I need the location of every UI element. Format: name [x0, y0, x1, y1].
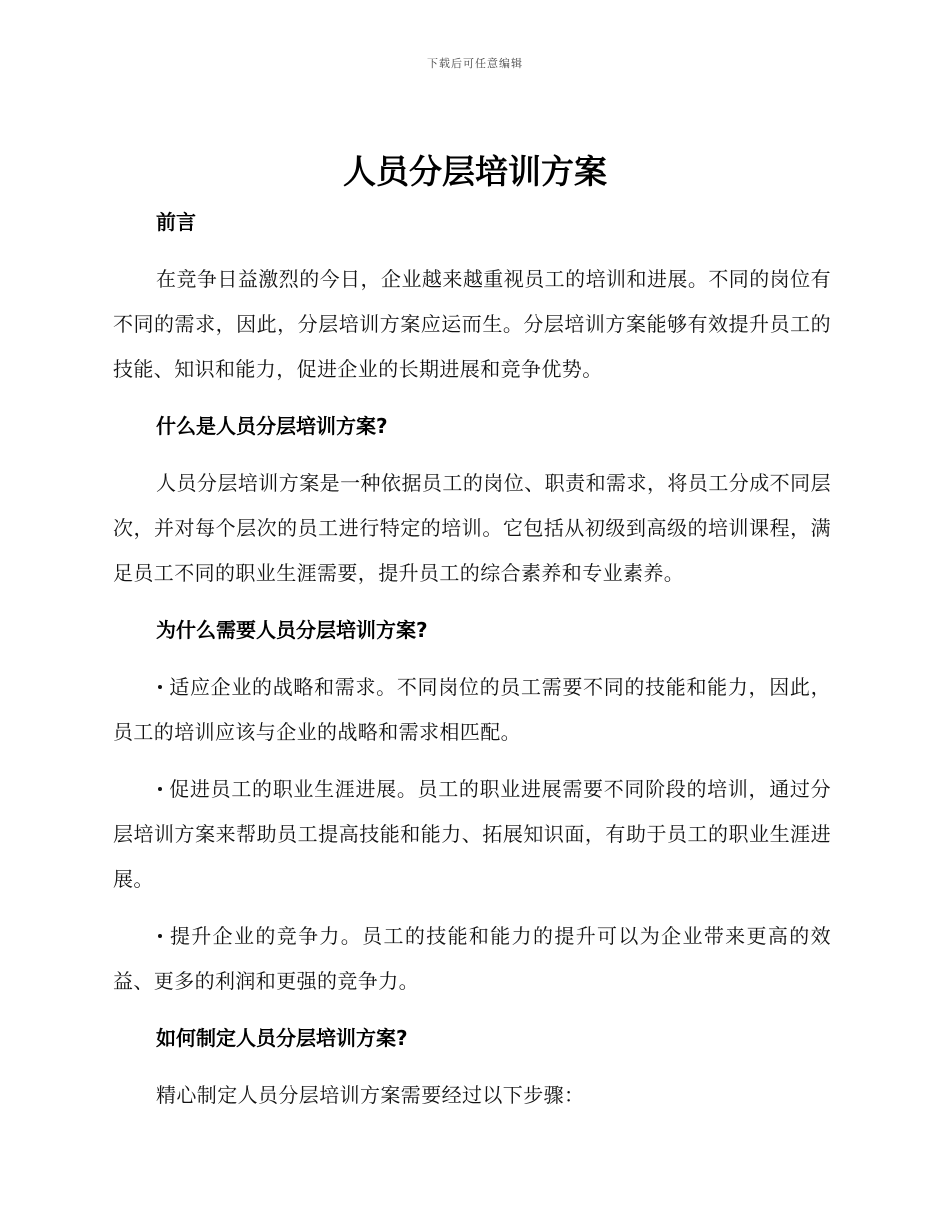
- bullet-icon: [158, 787, 162, 791]
- paragraph: 精心制定人员分层培训方案需要经过以下步骤：: [156, 1083, 585, 1107]
- bullet-paragraph: [113, 767, 831, 902]
- section-heading-how-to: 如何制定人员分层培训方案?: [156, 1026, 408, 1050]
- section-heading-preface: 前言: [156, 210, 196, 234]
- bullet-icon: [158, 934, 162, 938]
- section-heading-what-is: 什么是人员分层培训方案?: [156, 414, 388, 438]
- section-heading-why-needed: 为什么需要人员分层培训方案?: [156, 618, 428, 642]
- document-body: [113, 200, 831, 1130]
- bullet-paragraph: [113, 665, 831, 755]
- paragraph: 人员分层培训方案是一种依据员工的岗位、职责和需求，将员工分成不同层次，并对每个层次的员工进行特定的培训。它包括从初级到高级的培训课程，满足员工不同的职业生涯需要，提升员工的综合素养和专业素养。: [113, 471, 831, 585]
- bullet-icon: [158, 685, 162, 689]
- bullet-text: 促进员工的职业生涯进展。员工的职业进展需要不同阶段的培训，通过分层培训方案来帮助员工提高技能和能力、拓展知识面，有助于员工的职业生涯进展。: [113, 777, 831, 891]
- paragraph: 在竞争日益激烈的今日，企业越来越重视员工的培训和进展。不同的岗位有不同的需求，因此，分层培训方案应运而生。分层培训方案能够有效提升员工的技能、知识和能力，促进企业的长期进展和竞争优势。: [113, 267, 831, 381]
- bullet-text: 适应企业的战略和需求。不同岗位的员工需要不同的技能和能力，因此，员工的培训应该与企业的战略和需求相匹配。: [113, 675, 831, 744]
- header-note: 下载后可任意编辑: [427, 57, 523, 70]
- bullet-paragraph: [113, 914, 831, 1004]
- document-title: 人员分层培训方案: [343, 152, 607, 191]
- bullet-text: 提升企业的竞争力。员工的技能和能力的提升可以为企业带来更高的效益、更多的利润和更强的竞争力。: [113, 924, 831, 993]
